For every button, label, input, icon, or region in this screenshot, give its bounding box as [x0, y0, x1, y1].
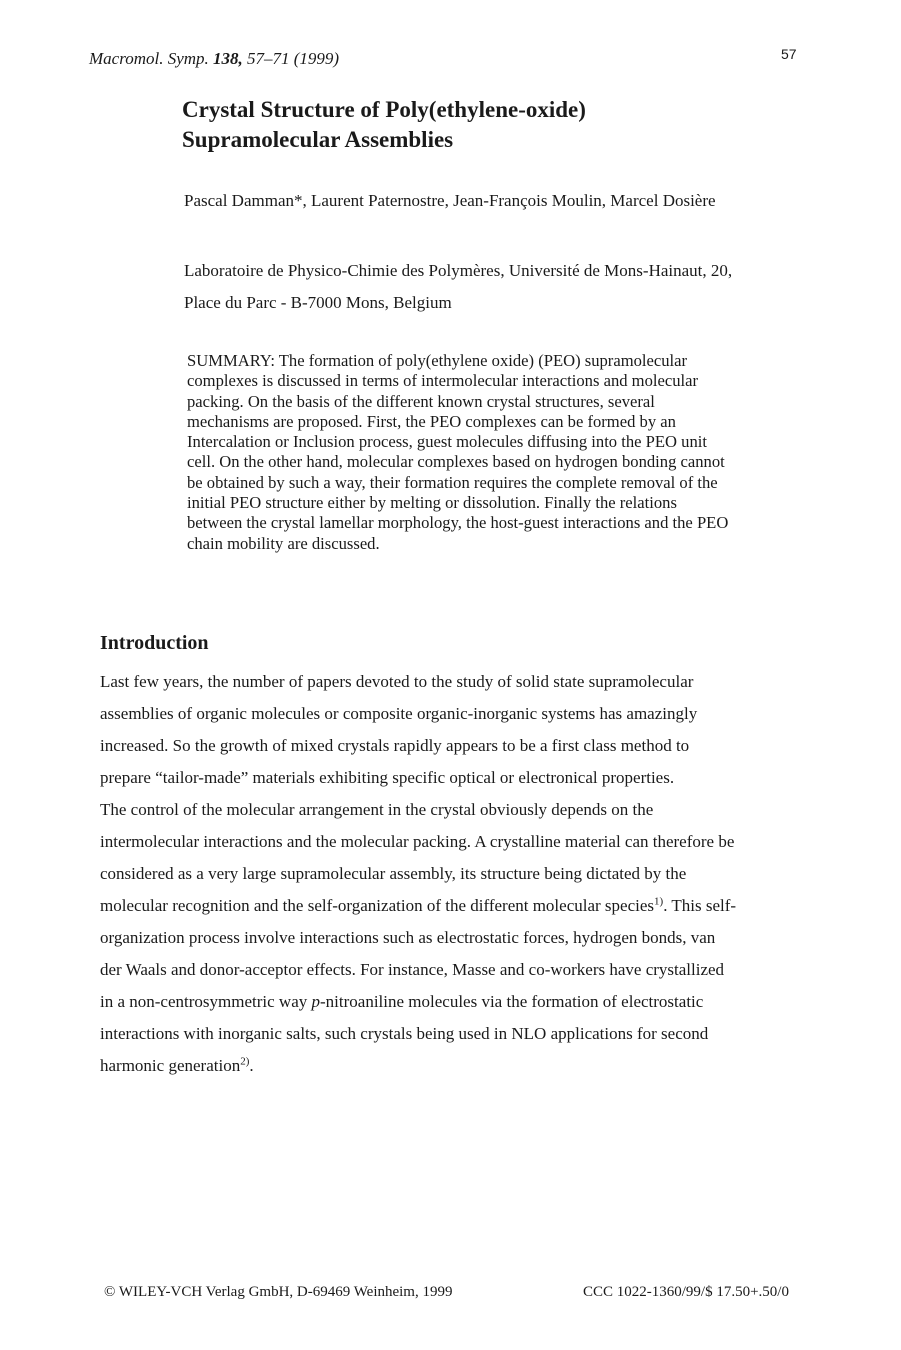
journal-volume: 138,	[213, 49, 243, 68]
body-text: molecular recognition and the self-organization of the different molecular species	[100, 896, 655, 915]
body-line	[100, 890, 820, 922]
body-line: prepare “tailor-made” materials exhibiting specific optical or electronical properties.	[100, 768, 675, 787]
summary-line: cell. On the other hand, molecular complexes based on hydrogen bonding cannot	[187, 452, 725, 472]
affiliation-line: Laboratoire de Physico-Chimie des Polymères, Université de Mons-Hainaut, 20,	[184, 261, 733, 280]
summary-line: SUMMARY: The formation of poly(ethylene oxide) (PEO) supramolecular	[187, 351, 688, 370]
body-text: -nitroaniline molecules via the formation of electrostatic	[320, 992, 704, 1011]
journal-name: Macromol. Symp.	[89, 49, 214, 68]
body-line	[100, 1050, 820, 1082]
title-line: Supramolecular Assemblies	[182, 127, 454, 152]
summary-line: packing. On the basis of the different known crystal structures, several	[187, 391, 655, 411]
body-line: der Waals and donor-acceptor effects. For instance, Masse and co-workers have crystallized	[100, 960, 725, 979]
reference-superscript: 1)	[654, 895, 664, 908]
affiliation	[184, 255, 732, 319]
summary-line: between the crystal lamellar morphology, the host-guest interactions and the PEO	[187, 513, 729, 533]
copyright-notice: © WILEY-VCH Verlag GmbH, D-69469 Weinheim, 1999	[104, 1284, 453, 1300]
body-line: Last few years, the number of papers devoted to the study of solid state supramolecular	[100, 672, 694, 691]
summary-line: complexes is discussed in terms of intermolecular interactions and molecular	[187, 371, 699, 391]
journal-pages-year: 57–71 (1999)	[242, 49, 340, 68]
section-heading-introduction: Introduction	[100, 632, 209, 654]
summary-line: Intercalation or Inclusion process, guest molecules diffusing into the PEO unit	[187, 432, 707, 452]
italic-prefix: p	[311, 992, 320, 1011]
body-text: . This self-	[663, 896, 737, 915]
journal-citation	[89, 49, 339, 69]
body-line: assemblies of organic molecules or composite organic-inorganic systems has amazingly	[100, 704, 698, 723]
affiliation-line: Place du Parc - B-7000 Mons, Belgium	[184, 293, 452, 312]
abstract-summary	[187, 351, 817, 554]
summary-line: initial PEO structure either by melting or dissolution. Finally the relations	[187, 493, 677, 513]
body-line: interactions with inorganic salts, such crystals being used in NLO applications for second	[100, 1024, 709, 1043]
body-line: increased. So the growth of mixed crystals rapidly appears to be a first class method to	[100, 736, 690, 755]
page-number: 57	[781, 46, 797, 62]
body-text: harmonic generation	[100, 1056, 241, 1075]
summary-line: be obtained by such a way, their formation requires the complete removal of the	[187, 472, 718, 492]
body-line: The control of the molecular arrangement in the crystal obviously depends on the	[100, 800, 654, 819]
introduction-body	[100, 666, 820, 1082]
reference-superscript: 2)	[240, 1055, 250, 1068]
body-line: intermolecular interactions and the molecular packing. A crystalline material can therefore be	[100, 832, 735, 851]
body-text: .	[249, 1056, 254, 1075]
author-list: Pascal Damman*, Laurent Paternostre, Jean-François Moulin, Marcel Dosière	[184, 191, 716, 210]
body-line: organization process involve interactions such as electrostatic forces, hydrogen bonds, van	[100, 928, 716, 947]
title-line: Crystal Structure of Poly(ethylene-oxide)	[182, 97, 586, 122]
body-line: considered as a very large supramolecular assembly, its structure being dictated by the	[100, 864, 687, 883]
summary-line: chain mobility are discussed.	[187, 533, 380, 553]
summary-line: mechanisms are proposed. First, the PEO complexes can be formed by an	[187, 411, 676, 431]
body-text: in a non-centrosymmetric way	[100, 992, 312, 1011]
paper-title	[182, 95, 586, 155]
ccc-code: CCC 1022-1360/99/$ 17.50+.50/0	[583, 1284, 789, 1300]
body-line	[100, 986, 820, 1018]
